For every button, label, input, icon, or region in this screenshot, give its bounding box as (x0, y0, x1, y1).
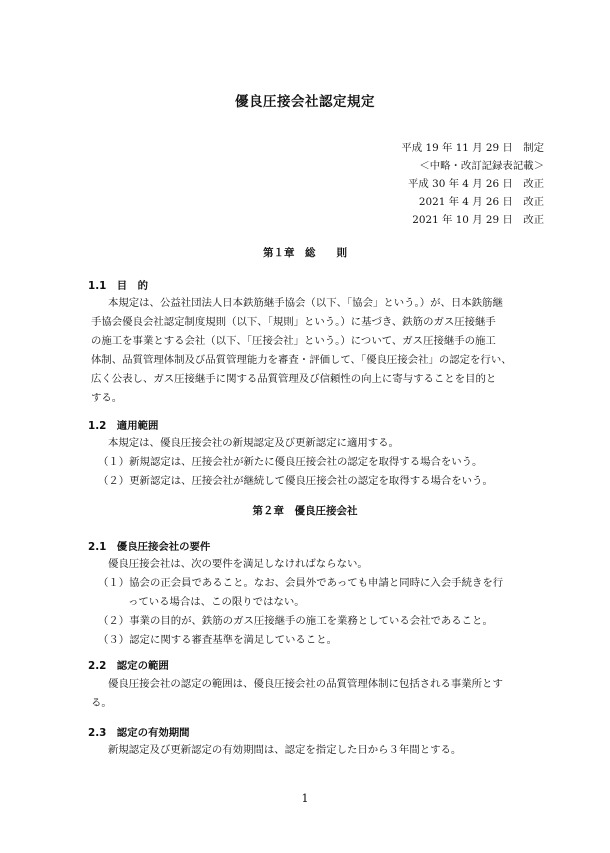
body-text-line: 本規定は、公益社団法人日本鉄筋継手協会（以下、「協会」という。）が、日本鉄筋継 (108, 297, 503, 309)
list-item: （２）事業の目的が、鉄筋のガス圧接継手の施工を業務としている会社であること。 (98, 615, 493, 627)
section-2-3-heading: 2.3 認定の有効期間 (88, 727, 190, 739)
body-text-line: 体制、品質管理体制及び品質管理能力を審査・評価して、「優良圧接会社」の認定を行い、 (91, 354, 512, 366)
document-title: 優良圧接会社認定規定 (235, 94, 375, 110)
section-2-2-heading: 2.2 認定の範囲 (88, 660, 169, 672)
list-item: （３）認定に関する審査基準を満足していること。 (98, 634, 337, 646)
revision-line: ＜中略・改訂記録表記載＞ (419, 160, 544, 172)
revision-line: 平成 19 年 11 月 29 日 制定 (401, 142, 544, 154)
body-text-line: 新規認定及び更新認定の有効期間は、認定を指定した日から３年間とする。 (108, 744, 462, 756)
body-text-line: る。 (91, 697, 112, 709)
list-item: （１）新規認定は、圧接会社が新たに優良圧接会社の認定を取得する場合をいう。 (98, 456, 483, 468)
body-text-line: 広く公表し、ガス圧接継手に関する品質管理及び信頼性の向上に寄与することを目的と (91, 373, 497, 385)
body-text-line: 手協会優良会社認定制度規則（以下、「規則」という。）に基づき、鉄筋のガス圧接継手 (91, 316, 496, 328)
list-item: （１）協会の正会員であること。なお、会員外であっても申請と同時に入会手続きを行 (98, 577, 504, 589)
chapter-1-title: 第１章 総 則 (263, 247, 347, 259)
section-2-1-heading: 2.1 優良圧接会社の要件 (88, 541, 211, 553)
body-text-line: の施工を事業とする会社（以下、「圧接会社」という。）について、ガス圧接継手の施工 (91, 335, 496, 347)
list-item: （２）更新認定は、圧接会社が継続して優良圧接会社の認定を取得する場合をいう。 (98, 475, 493, 487)
section-1-1-heading: 1.1 目 的 (88, 280, 148, 292)
body-text-line: 優良圧接会社は、次の要件を満足しなければならない。 (108, 558, 368, 570)
page-number: 1 (301, 792, 309, 805)
list-item-continuation: っている場合は、この限りではない。 (128, 596, 305, 608)
section-1-2-heading: 1.2 適用範囲 (88, 420, 159, 432)
revision-line: 2021 年 10 月 29 日 改正 (412, 214, 544, 226)
revision-line: 平成 30 年 4 月 26 日 改正 (408, 178, 544, 190)
body-text-line: 優良圧接会社の認定の範囲は、優良圧接会社の品質管理体制に包括される事業所とす (108, 678, 503, 690)
body-text-line: 本規定は、優良圧接会社の新規認定及び更新認定に適用する。 (108, 437, 399, 449)
revision-line: 2021 年 4 月 26 日 改正 (418, 196, 544, 208)
chapter-2-title: 第２章 優良圧接会社 (252, 505, 358, 517)
body-text-line: する。 (91, 392, 123, 404)
